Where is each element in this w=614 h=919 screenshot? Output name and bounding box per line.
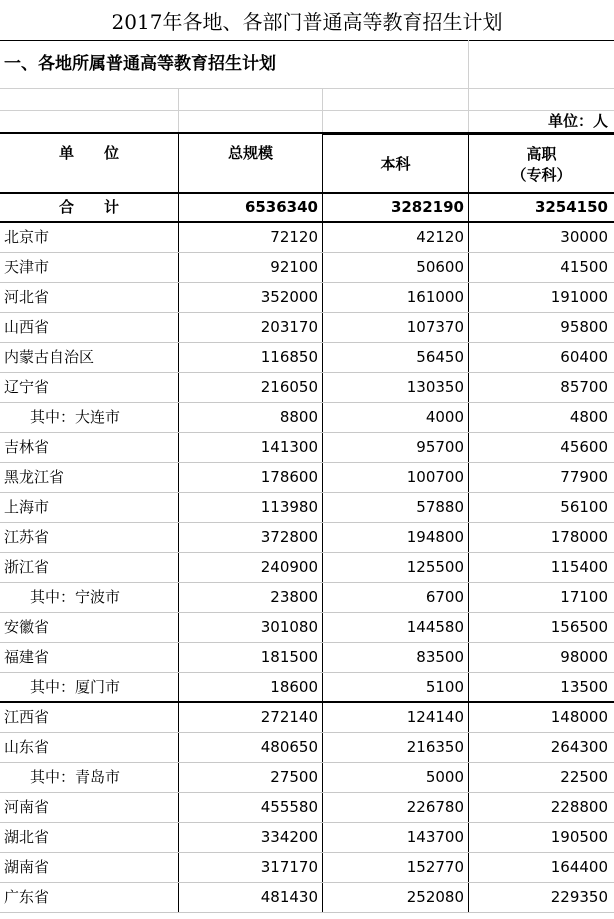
region-name: 上海市 <box>4 498 50 516</box>
region-name: 福建省 <box>4 648 50 666</box>
total-count: 481430 <box>178 883 322 912</box>
header-undergrad: 本科 <box>322 135 468 192</box>
unit-label: 单位：人 <box>547 112 608 130</box>
region-name: 浙江省 <box>4 558 50 576</box>
total-count: 480650 <box>178 733 322 762</box>
vocational-count: 77900 <box>468 463 614 492</box>
header-vocational-note: （专科） <box>511 165 572 184</box>
vocational-count: 60400 <box>468 343 614 372</box>
total-count: 240900 <box>178 553 322 582</box>
total-count: 181500 <box>178 643 322 672</box>
empty-row <box>0 88 614 111</box>
total-undergrad: 3282190 <box>322 193 468 222</box>
total-count: 72120 <box>178 223 322 252</box>
section-heading-row <box>0 40 614 89</box>
column-divider <box>322 88 323 110</box>
undergrad-count: 143700 <box>322 823 468 852</box>
table-row <box>0 823 614 853</box>
region-name: 天津市 <box>4 258 50 276</box>
vocational-count: 164400 <box>468 853 614 882</box>
vocational-count: 95800 <box>468 313 614 342</box>
region-name: 北京市 <box>4 228 50 246</box>
column-divider <box>468 40 469 88</box>
vocational-count: 22500 <box>468 763 614 792</box>
column-divider <box>322 110 323 132</box>
table-row <box>0 583 614 613</box>
undergrad-count: 56450 <box>322 343 468 372</box>
vocational-count: 178000 <box>468 523 614 552</box>
table-row <box>0 463 614 493</box>
table-row <box>0 763 614 793</box>
vocational-count: 4800 <box>468 403 614 432</box>
region-name: 内蒙古自治区 <box>4 348 95 366</box>
table-row <box>0 613 614 643</box>
region-name: 其中：大连市 <box>30 408 121 426</box>
vocational-count: 30000 <box>468 223 614 252</box>
column-divider <box>468 110 469 132</box>
table-row <box>0 673 614 703</box>
region-name: 广东省 <box>4 888 50 906</box>
table-row <box>0 283 614 313</box>
table-row <box>0 223 614 253</box>
table-row <box>0 373 614 403</box>
undergrad-count: 6700 <box>322 583 468 612</box>
undergrad-count: 95700 <box>322 433 468 462</box>
total-count: 178600 <box>178 463 322 492</box>
undergrad-count: 152770 <box>322 853 468 882</box>
undergrad-count: 83500 <box>322 643 468 672</box>
total-total: 6536340 <box>178 193 322 222</box>
table-row <box>0 343 614 373</box>
table-row <box>0 883 614 913</box>
total-count: 352000 <box>178 283 322 312</box>
total-label: 合 计 <box>58 198 119 216</box>
undergrad-count: 124140 <box>322 703 468 732</box>
column-divider <box>468 88 469 110</box>
section-heading: 一、各地所属普通高等教育招生计划 <box>4 54 276 74</box>
undergrad-count: 130350 <box>322 373 468 402</box>
vocational-count: 228800 <box>468 793 614 822</box>
total-count: 18600 <box>178 673 322 702</box>
total-vocational: 3254150 <box>468 193 614 222</box>
vocational-count: 17100 <box>468 583 614 612</box>
vocational-count: 45600 <box>468 433 614 462</box>
table-row <box>0 643 614 673</box>
column-divider <box>178 110 179 132</box>
table-row <box>0 313 614 343</box>
undergrad-count: 4000 <box>322 403 468 432</box>
total-count: 455580 <box>178 793 322 822</box>
table-row <box>0 253 614 283</box>
vocational-count: 115400 <box>468 553 614 582</box>
vocational-count: 41500 <box>468 253 614 282</box>
vocational-count: 56100 <box>468 493 614 522</box>
total-count: 216050 <box>178 373 322 402</box>
region-name: 江西省 <box>4 708 50 726</box>
header-vocational-label: 高职 <box>526 144 557 163</box>
undergrad-count: 107370 <box>322 313 468 342</box>
undergrad-count: 252080 <box>322 883 468 912</box>
undergrad-count: 42120 <box>322 223 468 252</box>
document-title: 2017年各地、各部门普通高等教育招生计划 <box>0 0 614 41</box>
table-row <box>0 733 614 763</box>
region-name: 安徽省 <box>4 618 50 636</box>
vocational-count: 229350 <box>468 883 614 912</box>
table-row <box>0 523 614 553</box>
table-row <box>0 703 614 733</box>
vocational-count: 13500 <box>468 673 614 702</box>
region-name: 其中：厦门市 <box>30 678 121 696</box>
undergrad-count: 226780 <box>322 793 468 822</box>
total-count: 116850 <box>178 343 322 372</box>
header-unit: 单 位 <box>58 144 119 162</box>
region-name: 河北省 <box>4 288 50 306</box>
undergrad-count: 5100 <box>322 673 468 702</box>
region-name: 河南省 <box>4 798 50 816</box>
table-row <box>0 793 614 823</box>
total-count: 92100 <box>178 253 322 282</box>
total-count: 272140 <box>178 703 322 732</box>
header-vocational <box>468 135 614 192</box>
vocational-count: 190500 <box>468 823 614 852</box>
unit-row <box>0 110 614 134</box>
header-total: 总规模 <box>178 134 322 192</box>
region-name: 辽宁省 <box>4 378 50 396</box>
table-row <box>0 493 614 523</box>
undergrad-count: 144580 <box>322 613 468 642</box>
region-name: 山东省 <box>4 738 50 756</box>
table-row <box>0 403 614 433</box>
region-name: 吉林省 <box>4 438 50 456</box>
total-count: 141300 <box>178 433 322 462</box>
undergrad-count: 100700 <box>322 463 468 492</box>
total-count: 372800 <box>178 523 322 552</box>
table-header <box>0 134 614 194</box>
total-count: 23800 <box>178 583 322 612</box>
total-count: 317170 <box>178 853 322 882</box>
vocational-count: 191000 <box>468 283 614 312</box>
region-name: 江苏省 <box>4 528 50 546</box>
total-count: 113980 <box>178 493 322 522</box>
total-count: 8800 <box>178 403 322 432</box>
table-row <box>0 553 614 583</box>
column-divider <box>178 88 179 110</box>
total-count: 203170 <box>178 313 322 342</box>
region-name: 湖南省 <box>4 858 50 876</box>
undergrad-count: 5000 <box>322 763 468 792</box>
undergrad-count: 125500 <box>322 553 468 582</box>
table-body <box>0 193 614 913</box>
undergrad-count: 216350 <box>322 733 468 762</box>
undergrad-count: 194800 <box>322 523 468 552</box>
region-name: 其中：青岛市 <box>30 768 121 786</box>
undergrad-count: 57880 <box>322 493 468 522</box>
region-name: 其中：宁波市 <box>30 588 121 606</box>
undergrad-count: 161000 <box>322 283 468 312</box>
total-count: 27500 <box>178 763 322 792</box>
undergrad-count: 50600 <box>322 253 468 282</box>
total-row <box>0 193 614 223</box>
region-name: 黑龙江省 <box>4 468 65 486</box>
vocational-count: 264300 <box>468 733 614 762</box>
total-count: 334200 <box>178 823 322 852</box>
vocational-count: 156500 <box>468 613 614 642</box>
vocational-count: 85700 <box>468 373 614 402</box>
region-name: 湖北省 <box>4 828 50 846</box>
vocational-count: 98000 <box>468 643 614 672</box>
table-row <box>0 433 614 463</box>
vocational-count: 148000 <box>468 703 614 732</box>
table-row <box>0 853 614 883</box>
total-count: 301080 <box>178 613 322 642</box>
region-name: 山西省 <box>4 318 50 336</box>
